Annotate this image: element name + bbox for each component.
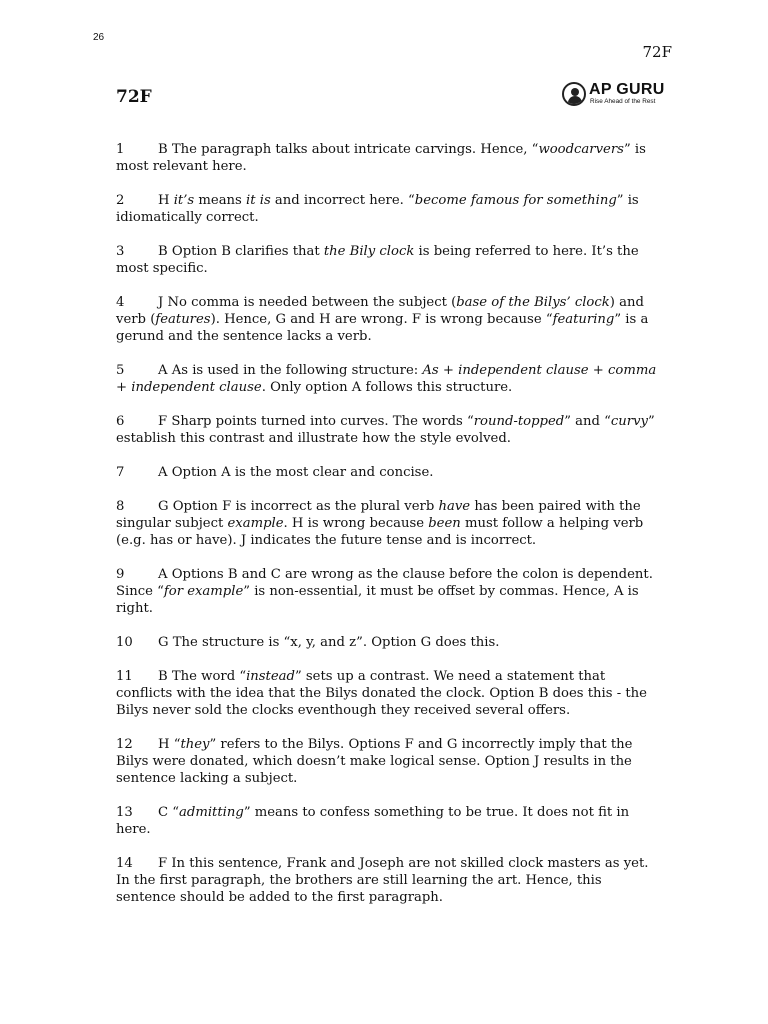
person-icon: [562, 82, 586, 106]
explanation-text: G Option F is incorrect as the plural verb have has been paired with the singular subject example. H is wrong because been must follow a helping verb (e.g. has or have). J indicates the future tense and is incorrect.: [116, 499, 644, 548]
page-number: 26: [93, 32, 105, 43]
logo-brand: AP GURU: [589, 81, 665, 98]
explanation-item: [116, 566, 658, 617]
explanation-text: G The structure is “x, y, and z”. Option G does this.: [158, 635, 500, 650]
explanation-item: [116, 634, 658, 651]
question-number: 8: [116, 499, 125, 514]
page-title: 72F: [116, 87, 152, 107]
question-number: 7: [116, 465, 125, 480]
explanation-text: A As is used in the following structure: As + independent clause + comma + independent clause. Only option A follows this structure.: [116, 363, 657, 395]
explanation-text: F Sharp points turned into curves. The words “round-topped” and “curvy” establish this contrast and illustrate how the style evolved.: [116, 414, 655, 446]
explanation-item: [116, 668, 658, 719]
explanation-item: [116, 141, 658, 175]
explanation-item: [116, 192, 658, 226]
question-number: 5: [116, 363, 125, 378]
explanation-text: B Option B clarifies that the Bily clock is being referred to here. It’s the most specific.: [116, 244, 639, 276]
explanation-item: [116, 498, 658, 549]
explanation-text: F In this sentence, Frank and Joseph are not skilled clock masters as yet. In the first paragraph, the brothers are still learning the art. Hence, this sentence should be added to the first paragraph.: [116, 856, 649, 905]
question-number: 6: [116, 414, 125, 429]
explanation-text: B The word “instead” sets up a contrast. We need a statement that conflicts with the idea that the Bilys donated the clock. Option B does this - the Bilys never sold the clocks eventhough they received several offers.: [116, 669, 647, 718]
explanation-item: [116, 804, 658, 838]
explanation-text: H “they” refers to the Bilys. Options F and G incorrectly imply that the Bilys were donated, which doesn’t make logical sense. Option J results in the sentence lacking a subject.: [116, 737, 633, 786]
explanation-item: [116, 464, 658, 481]
explanation-text: C “admitting” means to confess something to be true. It does not fit in here.: [116, 805, 630, 837]
ap-guru-logo: [562, 82, 678, 108]
explanation-item: [116, 413, 658, 447]
explanation-item: [116, 243, 658, 277]
answer-explanations: [116, 141, 658, 923]
explanation-item: [116, 294, 658, 345]
explanation-text: A Option A is the most clear and concise.: [158, 465, 434, 480]
question-number: 12: [116, 737, 133, 752]
question-number: 3: [116, 244, 125, 259]
question-number: 11: [116, 669, 133, 684]
question-number: 10: [116, 635, 133, 650]
explanation-text: B The paragraph talks about intricate carvings. Hence, “woodcarvers” is most relevant here.: [116, 142, 646, 174]
explanation-item: [116, 736, 658, 787]
question-number: 14: [116, 856, 133, 871]
question-number: 9: [116, 567, 125, 582]
question-number: 4: [116, 295, 125, 310]
explanation-text: H it’s means it is and incorrect here. “become famous for something” is idiomatically correct.: [116, 193, 639, 225]
question-number: 13: [116, 805, 133, 820]
explanation-item: [116, 362, 658, 396]
logo-tagline: Rise Ahead of the Rest: [590, 98, 656, 105]
explanation-text: J No comma is needed between the subject (base of the Bilys’ clock) and verb (features). Hence, G and H are wrong. F is wrong because “featuring” is a gerund and the sentence lacks a verb.: [116, 295, 649, 344]
question-number: 2: [116, 193, 125, 208]
header-code: 72F: [642, 43, 672, 61]
explanation-item: [116, 855, 658, 906]
explanation-text: A Options B and C are wrong as the clause before the colon is dependent. Since “for example” is non-essential, it must be offset by commas. Hence, A is right.: [116, 567, 653, 616]
question-number: 1: [116, 142, 125, 157]
